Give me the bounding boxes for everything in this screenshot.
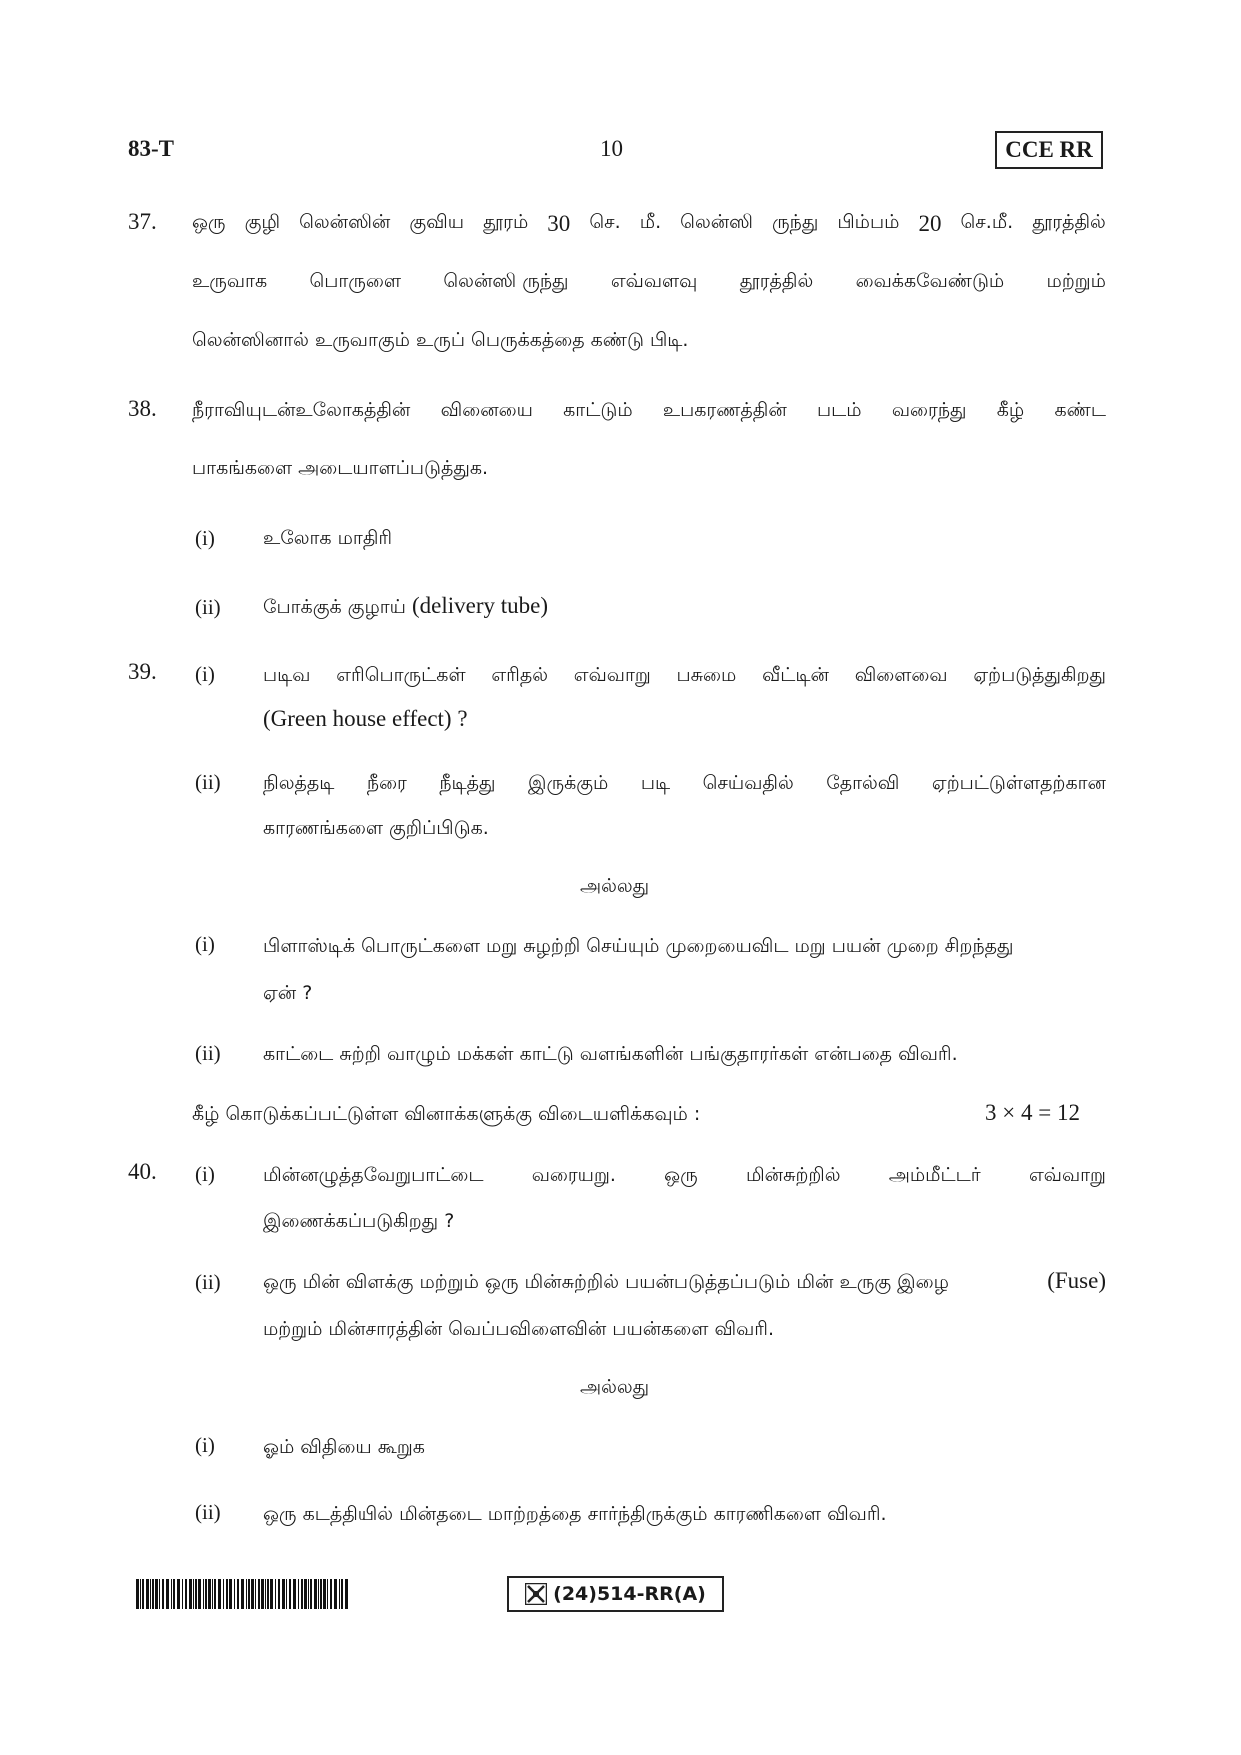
q37-line-2 xyxy=(192,270,1106,295)
q40-part-i-line-2: இணைக்கப்படுகிறது ? xyxy=(263,1210,455,1232)
barcode-bar xyxy=(203,1579,204,1609)
barcode-bar xyxy=(265,1579,266,1609)
q37-line-3: லென்ஸினால் உருவாகும் உருப் பெருக்கத்தை கண்டு பிடி. xyxy=(192,329,689,351)
q39-part-ii-line-1-word: செய்வதில் xyxy=(702,772,794,794)
barcode-bar xyxy=(275,1579,276,1609)
q38-part-ii-text xyxy=(263,593,548,621)
q37-line-1 xyxy=(192,211,1106,237)
barcode-bar xyxy=(212,1579,213,1609)
barcode-bar xyxy=(255,1579,256,1609)
q40-number: 40. xyxy=(128,1159,157,1184)
barcode-bar xyxy=(261,1579,264,1609)
q37-line-2-word: வைக்கவேண்டும் xyxy=(855,270,1005,292)
q40-part-i-line-1-word: ஒரு xyxy=(664,1164,698,1186)
q37-line-1-word: ஒரு xyxy=(192,211,226,233)
barcode-bar xyxy=(270,1579,273,1609)
barcode-bar xyxy=(177,1579,180,1609)
q37-line-2-word: லென்ஸி ருந்து xyxy=(443,270,569,292)
barcode-bar xyxy=(223,1579,224,1609)
q39-part-ii-line-1-word: நீரை xyxy=(366,772,407,794)
barcode-bar xyxy=(246,1579,247,1609)
paper-code-box xyxy=(507,1576,724,1612)
barcode-bar xyxy=(182,1579,183,1609)
barcode-bar xyxy=(318,1579,319,1609)
q37-line-2-word: பொருளை xyxy=(309,270,402,292)
q40-part-i-line-1-word: அம்மீட்டர் xyxy=(888,1164,981,1186)
barcode-bar xyxy=(339,1579,340,1609)
barcode-bar xyxy=(205,1579,207,1609)
q40-alt-ii-label: (ii) xyxy=(195,1500,221,1524)
q40-part-ii-label: (ii) xyxy=(195,1270,221,1294)
barcode-bar xyxy=(304,1579,307,1609)
q40-part-i-line-1-word: மின்னழுத்தவேறுபாட்டை xyxy=(263,1164,484,1186)
barcode-graphic xyxy=(136,1579,349,1609)
barcode-bar xyxy=(341,1579,343,1609)
q40-alt-i-line-1: ஓம் விதியை கூறுக xyxy=(263,1436,425,1458)
q40-alt-ii-line-1: ஒரு கடத்தியில் மின்தடை மாற்றத்தை சார்ந்திருக்கும் காரணிகளை விவரி. xyxy=(263,1503,887,1525)
barcode-bar xyxy=(208,1579,211,1609)
q38-part-i-text: உலோக மாதிரி xyxy=(263,527,393,549)
q38-part-ii-tamil: போக்குக் குழாய் xyxy=(263,596,412,618)
barcode-bar xyxy=(226,1579,228,1609)
footer-paper-code: (24)514-RR(A) xyxy=(553,1583,706,1605)
q37-line-1-word: குழி xyxy=(244,211,281,233)
barcode-bar xyxy=(155,1579,158,1609)
barcode-bar xyxy=(286,1579,287,1609)
barcode-bar xyxy=(234,1579,235,1609)
q38-line-1-word: வினையை xyxy=(440,399,533,421)
barcode-bar xyxy=(323,1579,326,1609)
q39-part-i-line-2: (Green house effect) ? xyxy=(263,706,468,731)
q39-part-i-line-1-word: படிவ xyxy=(263,664,311,686)
barcode-bar xyxy=(214,1579,216,1609)
q38-line-1-word: வரைந்து xyxy=(891,399,967,421)
q38-line-1 xyxy=(192,399,1106,424)
q37-line-1-word: லென்ஸி xyxy=(680,211,753,233)
barcode-bar xyxy=(136,1579,139,1609)
barcode-bar xyxy=(327,1579,328,1609)
barcode-bar xyxy=(162,1579,164,1609)
q39-number: 39. xyxy=(128,659,157,684)
barcode-bar xyxy=(258,1579,260,1609)
page-number: 10 xyxy=(600,136,623,161)
q39-part-i-line-1-word: எவ்வாறு xyxy=(573,664,651,686)
barcode-bar xyxy=(189,1579,192,1609)
q37-line-1-word: செ. xyxy=(589,211,621,233)
q39-part-i-line-1-word: பசுமை xyxy=(676,664,737,686)
q39-alt-i-line-2: ஏன் ? xyxy=(263,982,313,1004)
barcode-bar xyxy=(140,1579,141,1609)
q39-or-divider: அல்லது xyxy=(580,875,650,897)
barcode-bar xyxy=(195,1579,197,1609)
q38-line-1-word: படம் xyxy=(817,399,862,421)
q38-part-ii-label: (ii) xyxy=(195,595,221,619)
q39-part-ii-line-1-word: படி xyxy=(640,772,671,794)
barcode-bar xyxy=(146,1579,149,1609)
barcode-bar xyxy=(198,1579,201,1609)
section-marks: 3 × 4 = 12 xyxy=(985,1100,1080,1125)
q38-part-i-label: (i) xyxy=(195,526,215,550)
barcode-bar xyxy=(251,1579,254,1609)
q40-or-divider: அல்லது xyxy=(580,1376,650,1398)
q40-alt-i-label: (i) xyxy=(195,1433,215,1457)
q37-line-1-word: லென்ஸின் xyxy=(299,211,391,233)
q38-line-1-word: உபகரணத்தின் xyxy=(662,399,787,421)
barcode-bar xyxy=(330,1579,332,1609)
q37-line-1-word: பிம்பம் xyxy=(837,211,900,233)
barcode-bar xyxy=(171,1579,172,1609)
q37-line-1-word: தூரத்தில் xyxy=(1032,211,1106,233)
q38-line-1-word: காட்டும் xyxy=(563,399,633,421)
q40-part-ii-line-1 xyxy=(263,1268,1106,1296)
barcode-bar xyxy=(320,1579,322,1609)
q39-part-ii-line-1-word: நீடித்து xyxy=(439,772,496,794)
q39-part-ii-line-1 xyxy=(263,772,1106,797)
barcode-bar xyxy=(293,1579,296,1609)
paper-code: 83-T xyxy=(128,136,174,161)
q37-line-1-word: செ.மீ. xyxy=(960,211,1014,233)
q39-part-i-line-1-word: வீட்டின் xyxy=(762,664,829,686)
q37-line-1-word: தூரம் xyxy=(483,211,529,233)
q38-line-1-word: கண்ட xyxy=(1054,399,1106,421)
barcode-bar xyxy=(310,1579,312,1609)
q39-part-ii-line-1-word: இருக்கும் xyxy=(528,772,609,794)
barcode-bar xyxy=(185,1579,187,1609)
q40-part-i-line-1-word: வரையறு. xyxy=(531,1164,616,1186)
q38-part-ii-latin: (delivery tube) xyxy=(412,593,549,618)
q37-line-2-word: எவ்வளவு xyxy=(610,270,698,292)
section-instruction: கீழ் கொடுக்கப்பட்டுள்ள வினாக்களுக்கு விடையளிக்கவும் : xyxy=(192,1103,701,1125)
barcode-bar xyxy=(166,1579,169,1609)
q38-line-1-word: கீழ் xyxy=(996,399,1025,421)
q40-part-ii-line-2: மற்றும் மின்சாரத்தின் வெப்பவிளைவின் பயன்களை விவரி. xyxy=(263,1318,774,1340)
barcode-icon xyxy=(136,1579,349,1609)
q39-part-i-line-1-word: ஏற்படுத்துகிறது xyxy=(973,664,1106,686)
q39-alt-i-line-1: பிளாஸ்டிக் பொருட்களை மறு சுழற்றி செய்யும் முறையைவிட மறு பயன் முறை சிறந்தது xyxy=(263,935,1014,957)
q39-alt-ii-line-1: காட்டை சுற்றி வாழும் மக்கள் காட்டு வளங்களின் பங்குதாரர்கள் என்பதை விவரி. xyxy=(263,1043,958,1065)
barcode-bar xyxy=(282,1579,285,1609)
q38-line-2: பாகங்களை அடையாளப்படுத்துக. xyxy=(192,457,489,479)
barcode-bar xyxy=(298,1579,299,1609)
q39-part-ii-line-1-word: தோல்வி xyxy=(826,772,900,794)
q39-part-ii-line-1-word: ஏற்பட்டுள்ளதற்கான xyxy=(931,772,1106,794)
barcode-bar xyxy=(159,1579,160,1609)
q38-number: 38. xyxy=(128,396,157,421)
q38-line-1-word: நீராவியுடன்உலோகத்தின் xyxy=(192,399,411,421)
q39-part-ii-line-2: காரணங்களை குறிப்பிடுக. xyxy=(263,817,489,839)
barcode-bar xyxy=(150,1579,151,1609)
barcode-bar xyxy=(193,1579,194,1609)
q39-part-i-line-1-word: விளைவை xyxy=(854,664,948,686)
q39-part-i-label: (i) xyxy=(195,662,215,686)
q37-line-2-word: தூரத்தில் xyxy=(739,270,814,292)
q37-line-1-word: குவிய xyxy=(409,211,465,233)
q39-part-ii-label: (ii) xyxy=(195,770,221,794)
q40-part-ii-latin: (Fuse) xyxy=(1047,1268,1106,1293)
barcode-bar xyxy=(314,1579,317,1609)
barcode-bar xyxy=(142,1579,144,1609)
q39-part-i-line-1-word: எரிதல் xyxy=(491,664,548,686)
q39-part-i-line-1 xyxy=(263,664,1106,689)
barcode-bar xyxy=(241,1579,244,1609)
q39-part-i-line-1-word: எரிபொருட்கள் xyxy=(336,664,466,686)
series-box: CCE RR xyxy=(995,131,1103,169)
q40-part-i-line-1-word: மின்சுற்றில் xyxy=(745,1164,841,1186)
barcode-bar xyxy=(345,1579,348,1609)
q40-part-i-line-1 xyxy=(263,1164,1106,1189)
q37-line-1-word: 20 xyxy=(918,211,942,236)
barcode-bar xyxy=(289,1579,291,1609)
q37-number: 37. xyxy=(128,209,157,234)
q37-line-1-word: ருந்து xyxy=(772,211,819,233)
qr-code-icon xyxy=(525,1583,547,1605)
q40-part-i-line-1-word: எவ்வாறு xyxy=(1028,1164,1106,1186)
barcode-bar xyxy=(152,1579,154,1609)
barcode-bar xyxy=(301,1579,303,1609)
barcode-bar xyxy=(278,1579,280,1609)
barcode-bar xyxy=(267,1579,269,1609)
q39-alt-ii-label: (ii) xyxy=(195,1041,221,1065)
q37-line-1-word: 30 xyxy=(547,211,571,236)
q40-part-i-label: (i) xyxy=(195,1162,215,1186)
barcode-bar xyxy=(218,1579,221,1609)
barcode-bar xyxy=(308,1579,309,1609)
barcode-bar xyxy=(334,1579,337,1609)
q37-line-2-word: உருவாக xyxy=(192,270,268,292)
barcode-bar xyxy=(237,1579,239,1609)
barcode-bar xyxy=(248,1579,250,1609)
barcode-bar xyxy=(173,1579,175,1609)
q37-line-2-word: மற்றும் xyxy=(1046,270,1106,292)
barcode-bar xyxy=(229,1579,232,1609)
q39-alt-i-label: (i) xyxy=(195,932,215,956)
q40-part-ii-tamil: ஒரு மின் விளக்கு மற்றும் ஒரு மின்சுற்றில் பயன்படுத்தப்படும் மின் உருகு இழை xyxy=(263,1271,949,1293)
q39-part-ii-line-1-word: நிலத்தடி xyxy=(263,772,335,794)
q37-line-1-word: மீ. xyxy=(639,211,662,233)
